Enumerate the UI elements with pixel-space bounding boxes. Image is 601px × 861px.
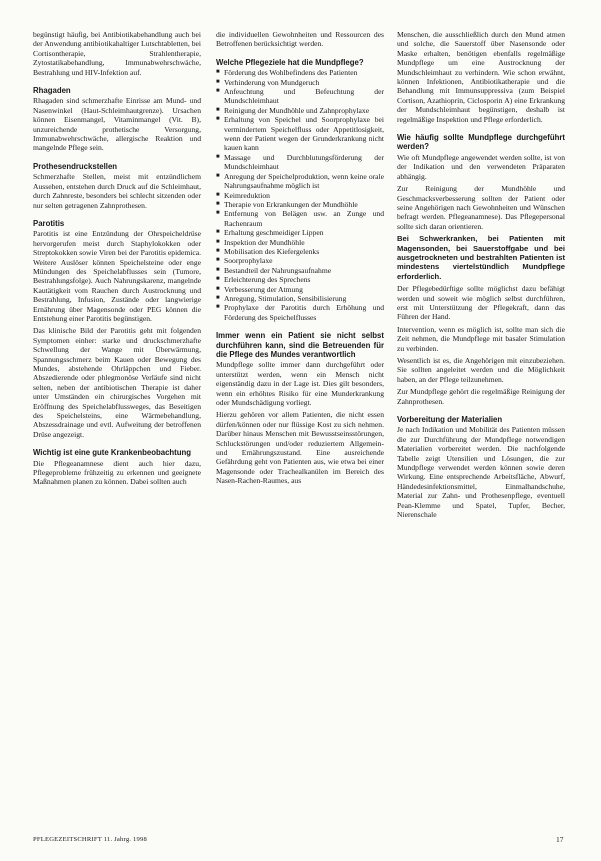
list-item: ■ Anregung der Speichelproduktion, wenn keine orale Nahrungsaufnahme möglich ist [216, 172, 384, 191]
section-heading: Welche Pflegeziele hat die Mundpflege? [216, 57, 364, 67]
list-item: ■ Erhaltung geschmeidiger Lippen [216, 228, 384, 237]
paragraph: die individuellen Gewohnheiten und Ressourcen des Betroffenen berücksichtigt werden. [216, 30, 384, 49]
section-heading: Parotitis [33, 218, 65, 228]
paragraph: Das klinische Bild der Parotitis geht mit folgenden Symptomen einher: starke und druckschmerzhafte Schwellung der Wange mit Überwärmung, Spannungsschmerz beim Kauen oder Bewegung des Mundes, abstehende Ohrläppchen und Fieber. Abszedierende oder phlegmonöse Verläufe sind nicht selten, neben der antibiotischen Therapie ist daher unter Umständen ein chirurgisches Vorgehen mit Eröffnung des Speichelabflussweges, das Beseitigen des Speichelsteins, eine Wärmebehandlung, Abszessdrainage und evtl. Aufweitung der betroffenen Drüse angezeigt. [33, 326, 201, 439]
journal-footer: PFLEGEZEITSCHRIFT 11. Jahrg. 1998 [33, 836, 147, 843]
paragraph: Hierzu gehören vor allem Patienten, die nicht essen dürfen/können oder nur flüssige Kost zu sich nehmen. Darüber hinaus Menschen mit Bewusstseinsstörungen, Schluckstörungen und/oder reduziertem Allgemein- und Ernährungszustand. Eine ausreichende Gefährdung geht von Patienten aus, wie etwa bei einer Magensonde oder Trachealkanülen im Bereich des Nasen-Rachen-Raumes, aus [216, 410, 384, 486]
text-column-1 [33, 30, 201, 490]
section-heading: Wie häufig sollte Mundpflege durchgeführt werden? [397, 133, 565, 152]
highlighted-paragraph: Bei Schwerkranken, bei Patienten mit Magensonden, bei Sauerstoffgabe und bei ausgetrockneten und bestrahlten Patienten ist mindestens viertelstündlich Mundpflege erforderlich. [397, 234, 565, 281]
paragraph: Wie oft Mundpflege angewendet werden sollte, ist von der Indikation und den verwendeten Präparaten abhängig. [397, 152, 565, 181]
paragraph: Mundpflege sollte immer dann durchgeführt oder unterstützt werden, wenn ein Mensch nicht eigenständig dazu in der Lage ist. Dies gilt besonders, wenn ein erhöhtes Risiko für eine Munderkrankung oder Mundschädigung vorliegt. [216, 360, 384, 408]
paragraph: Menschen, die ausschließlich durch den Mund atmen und solche, die Sauerstoff über Nasensonde oder Maske erhalten, benötigen ebenfalls regelmäßige Mundpflege um eine Austrocknung der Mundschleimhaut zu verhindern. Wie schon erwähnt, können Infektionen, Antibiotikatherapie und die Behandlung mit Immunsuppressiva (zum Beispiel Cortison, Azathioprin, Ciclosporin A) eine Erkrankung der Mundschleimhaut begünstigen, deshalb ist regelmäßige Inspektion und Pflege erforderlich. [397, 30, 565, 124]
list-item: ■ Prophylaxe der Parotitis durch Erhöhung und Förderung des Speichelflusses [216, 303, 384, 322]
list-item: ■ Verhinderung von Mundgeruch [216, 78, 384, 87]
list-item: ■ Anregung, Stimulation, Sensibilisierung [216, 294, 384, 303]
section-heading: Wichtig ist eine gute Krankenbeobachtung [33, 448, 192, 458]
paragraph: Der Pflegebedürftige sollte möglichst dazu befähigt werden und soweit wie möglich selbst durchführen, erst mit Unterstützung der Pflegekraft, dann das Führen der Hand. [397, 284, 565, 322]
list-item: ■ Inspektion der Mundhöhle [216, 238, 384, 247]
section-heading: Prothesendruckstellen [33, 161, 118, 171]
list-item: ■ Mobilisation des Kiefergelenks [216, 247, 384, 256]
list-item: ■ Erleichterung des Sprechens [216, 275, 384, 284]
section-heading: Immer wenn ein Patient sie nicht selbst durchführen kann, sind die Betreuenden für die Pflege des Mundes verantwortlich [216, 331, 384, 359]
paragraph: Je nach Indikation und Mobilität des Patienten müssen die zur Durchführung der Mundpflege notwendigen Materialien vorbereitet werden. Die nachfolgende Tabelle zeigt Utensilien und Lösungen, die zur Mundpflege verwendet werden können sowie deren Wirkung. Eine entsprechende Arbeitsfläche, Abwurf, Händedesinfektionsmittel, Einmalhandschuhe, Material zur Zahn- und Prothesenpflege, eventuell Pean-Klemme und Spatel, Tupfer, Becher, Nierenschale [397, 425, 565, 520]
paragraph: begünstigt häufig, bei Antibiotikabehandlung auch bei der Anwendung antibiotikahaltiger Lutschtabletten, bei Cortisontherapie, Strahlentherapie, Zytostatikabehandlung, Immunabwehrschwäche, Bestrahlung und HIV-Infektion auf. [33, 30, 201, 77]
paragraph: Parotitis ist eine Entzündung der Ohrspeicheldrüse hervorgerufen meist durch Staphylokokken oder Streptokokken sowie Viren bei der Parotitis epidemica. Weitere Auslöser können Speichelsteine oder enge Mündungen des Speichelabflusses sein (Tumore, Bestrahlungsfolge). Auch Nahrungskarenz, mangelnde Kautätigkeit vom Rauchen durch Austrocknung und Bestrahlung, Infusion, Zustände oder langwierige Ernährung über Magensonde oder PEG können die Entstehung einer Parotitis begünstigen. [33, 229, 201, 323]
list-item: ■ Entfernung von Belägen usw. an Zunge und Rachenraum [216, 209, 384, 228]
list-item: ■ Keimreduktion [216, 191, 384, 200]
list-item: ■ Anfeuchtung und Befeuchtung der Mundschleimhaut [216, 87, 384, 106]
paragraph: Die Pflegeanamnese dient auch hier dazu, Pflegeprobleme frühzeitig zu erkennen und geeignete Maßnahmen planen zu können. Dabei sollten auch [33, 458, 201, 487]
list-item: ■ Reinigung der Mundhöhle und Zahnprophylaxe [216, 106, 384, 115]
bullet-list [216, 68, 384, 322]
list-item: ■ Bestandteil der Nahrungsaufnahme [216, 266, 384, 275]
paragraph: Rhagaden sind schmerzhafte Einrisse am Mund- und Nasenwinkel (Haut-Schleimhautgrenze). Ursachen können Eisenmangel, Vitaminmangel (Vit. B), unzureichende prothetische Versorgung, Immunabwehrschwäche, allergische Reaktion und mangelnde Pflege sein. [33, 96, 201, 153]
section-heading: Vorbereitung der Materialien [397, 415, 503, 425]
list-item: ■ Massage und Durchblutungsförderung der Mundschleimhaut [216, 153, 384, 172]
text-column-2 [216, 30, 384, 489]
list-item: ■ Therapie von Erkrankungen der Mundhöhle [216, 200, 384, 209]
list-item: ■ Soorprophylaxe [216, 256, 384, 265]
section-heading: Rhagaden [33, 86, 71, 96]
paragraph: Schmerzhafte Stellen, meist mit entzündlichem Aussehen, entstehen durch Druck auf die Schleimhaut, durch Zahnreste, besonders bei schlecht sitzenden oder nur selten getragenen Zahnprothesen. [33, 172, 201, 210]
list-item: ■ Erhaltung von Speichel und Soorprophylaxe bei vermindertem Speichelfluss oder Appetitlosigkeit, wenn der Patient wegen der Grunderkrankung nicht kauen kann [216, 115, 384, 153]
page-number: 17 [556, 835, 564, 844]
list-item: ■ Verbesserung der Atmung [216, 285, 384, 294]
paragraph: Zur Reinigung der Mundhöhle und Geschmacksverbesserung sollten der Patient oder seine Angehörigen nach Gewohnheiten und Wünschen befragt werden. Pflegeanamnese). Das Pflegepersonal sollte sich daran orientieren. [397, 184, 565, 231]
list-item: ■ Förderung des Wohlbefindens des Patienten [216, 68, 384, 77]
paragraph: Wesentlich ist es, die Angehörigen mit einzubeziehen. Sie sollten angeleitet werden und die Möglichkeit haben, an der Pflege teilzunehmen. [397, 356, 565, 384]
text-column-3 [397, 30, 565, 523]
paragraph: Intervention, wenn es möglich ist, sollte man sich die Zeit nehmen, die Mundpflege mit basaler Stimulation zu verbinden. [397, 324, 565, 353]
paragraph: Zur Mundpflege gehört die regelmäßige Reinigung der Zahnprothesen. [397, 387, 565, 406]
